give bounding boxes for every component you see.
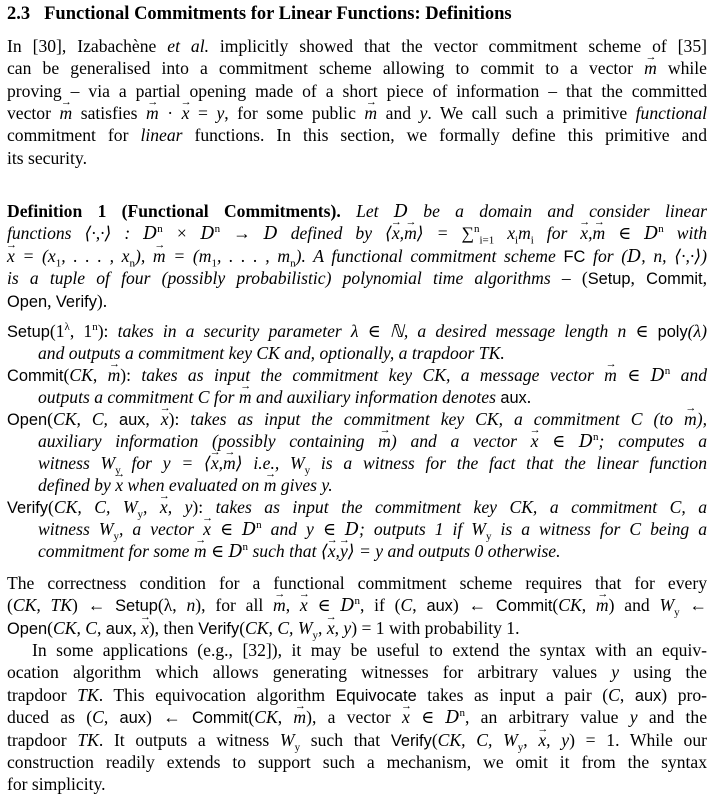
text-run: construction readily extends to support such a mechanism, we omit it from the syntax <box>7 752 707 772</box>
italic-text: ), <box>696 409 707 429</box>
text-line <box>7 320 707 343</box>
text-run: , <box>103 707 120 727</box>
vector-symbol: m → <box>596 594 609 616</box>
text-line <box>38 540 707 563</box>
algorithm-name: Verify <box>55 293 97 311</box>
superscript: n <box>658 223 664 236</box>
text-run: satisfies <box>72 103 146 123</box>
italic-text: ; computes a <box>598 431 708 451</box>
italic-text: ⟩ = y and outputs 0 otherwise. <box>347 541 561 561</box>
vector-symbol: m → <box>273 594 286 616</box>
text-line <box>7 408 707 431</box>
text-line <box>7 35 707 57</box>
italic-text: ), <box>134 246 153 266</box>
math-variable: TK <box>77 685 99 705</box>
italic-text: ) and a vector <box>390 431 531 451</box>
subscript: y <box>517 741 524 754</box>
italic-text: (λ) <box>687 321 707 341</box>
italic-text: × <box>162 223 201 243</box>
vector-symbol: x → <box>115 474 123 496</box>
vector-symbol: m → <box>404 222 417 244</box>
text-run: trapdoor <box>7 685 78 705</box>
text-line <box>7 751 707 773</box>
text-run: takes as input a pair ( <box>416 685 609 705</box>
algorithm-name: Open <box>7 620 48 638</box>
text-line <box>7 661 707 683</box>
algorithm-name: Open <box>7 411 48 429</box>
calligraphic-symbol: D <box>263 224 278 244</box>
math-variable: CK, C <box>52 618 97 638</box>
vector-symbol: x → <box>160 496 168 518</box>
italic-text: for y = ⟨ <box>120 453 211 473</box>
algorithm-name: aux <box>119 709 146 727</box>
algorithm-name: Setup <box>7 323 50 341</box>
text-run: , <box>132 618 142 638</box>
text-line <box>7 639 707 661</box>
text-run: , <box>702 268 707 288</box>
italic-text: ). A functional commitment scheme <box>295 246 564 266</box>
text-run: and <box>377 103 420 123</box>
math-variable: W <box>279 730 295 750</box>
text-run: , <box>92 365 108 385</box>
algorithm-name: aux <box>426 597 453 615</box>
text-run: ∈ <box>409 707 446 727</box>
text-run: . It outputs a witness <box>98 730 280 750</box>
text-run: . This equivocation algorithm <box>98 685 336 705</box>
text-run: ( <box>248 707 255 727</box>
math-variable: CK, TK <box>12 595 73 615</box>
text-run: , <box>47 291 56 311</box>
vector-symbol: x → <box>211 452 219 474</box>
vector-symbol: m → <box>239 386 252 408</box>
text-run: ) ← <box>72 595 116 615</box>
subscript: y <box>115 464 121 477</box>
superscript: n <box>664 365 671 378</box>
vector-symbol: m → <box>593 222 606 244</box>
vector-symbol: m → <box>153 245 166 267</box>
italic-text: ∈ <box>616 365 651 385</box>
superscript: n <box>157 223 163 236</box>
calligraphic-symbol: D <box>143 224 158 244</box>
subscript: y <box>304 464 311 477</box>
italic-text: m <box>518 223 531 243</box>
italic-text: et al. <box>167 36 209 56</box>
text-line <box>7 80 707 102</box>
text-run: = <box>189 103 217 123</box>
italic-text: commitment for some <box>38 541 194 561</box>
italic-text: and y ∈ <box>261 519 345 539</box>
text-run: such that <box>300 730 391 750</box>
math-variable: y <box>629 707 638 727</box>
math-variable: CK <box>69 365 93 385</box>
calligraphic-symbol: D <box>578 432 594 452</box>
algorithm-name: Verify <box>390 732 432 750</box>
text-run: , <box>96 618 106 638</box>
subscript: 1 <box>55 257 62 270</box>
math-variable: y <box>216 103 225 123</box>
math-variable: y <box>343 618 352 638</box>
italic-text: , a vector <box>118 519 204 539</box>
italic-text: ; outputs 1 if W <box>359 519 486 539</box>
vector-symbol: x → <box>327 617 335 639</box>
italic-text: takes as input the commitment key CK, a commitment C, a <box>215 497 707 517</box>
vector-symbol: m → <box>108 364 121 386</box>
italic-text: takes as input the commitment key CK, a commitment C (to <box>190 409 684 429</box>
text-run: ), for all <box>195 595 274 615</box>
italic-text: witness W <box>38 453 116 473</box>
text-run: In [30], Izabachène <box>7 36 168 56</box>
text-run: ): <box>97 321 118 341</box>
superscript: n <box>242 541 249 554</box>
text-run: ( <box>7 595 13 615</box>
text-line <box>7 222 707 245</box>
subscript: y <box>113 530 119 543</box>
text-run: , <box>334 618 344 638</box>
text-run: , <box>619 685 635 705</box>
algorithm-name: Equivocate <box>335 687 417 705</box>
text-run: ) = 1 with probability 1. <box>351 618 520 638</box>
text-run: , <box>412 595 427 615</box>
italic-text: , <box>399 223 405 243</box>
italic-text: ∈ <box>210 519 243 539</box>
math-variable: W <box>659 595 675 615</box>
italic-text: linear <box>140 125 183 145</box>
math-variable: C <box>608 685 620 705</box>
subscript: y <box>485 530 492 543</box>
italic-text: ∈ <box>605 223 645 243</box>
superscript: n <box>459 707 465 720</box>
algorithm-name: aux <box>500 389 527 407</box>
text-line <box>7 245 707 268</box>
italic-text: auxiliary information (possibly containing <box>38 431 379 451</box>
vector-symbol: x → <box>161 408 169 430</box>
algorithm-name: Setup <box>587 270 631 288</box>
text-run: ). <box>96 291 108 311</box>
math-variable: CK, C, <box>52 409 119 429</box>
vector-symbol: x → <box>402 706 410 728</box>
text-line <box>7 729 707 752</box>
text-run: its security. <box>7 148 87 168</box>
subscript: i <box>515 234 519 247</box>
text-run: , <box>546 730 562 750</box>
subscript: n <box>129 257 135 270</box>
vector-symbol: m → <box>604 364 617 386</box>
text-line <box>38 518 707 541</box>
text-run: ← <box>679 595 708 615</box>
math-variable: C <box>400 595 413 615</box>
text-line <box>7 267 707 290</box>
math-variable: CK, C, W <box>437 730 518 750</box>
text-run: ∈ <box>307 595 341 615</box>
algorithm-name: Setup <box>115 597 158 615</box>
italic-text: is a tuple of four (possibly probabilistic) polynomial time algorithms – <box>7 268 582 288</box>
text-line <box>7 147 707 169</box>
text-run: ), a vector <box>306 707 402 727</box>
superscript: n <box>354 595 360 608</box>
text-line <box>38 474 707 496</box>
text-run: , if ( <box>359 595 401 615</box>
text-run: · <box>158 103 182 123</box>
text-run: , <box>630 268 647 288</box>
vector-symbol: x → <box>538 729 546 751</box>
italic-text: ∈ <box>206 541 229 561</box>
text-run: ( <box>431 730 438 750</box>
text-line <box>7 290 707 313</box>
text-line <box>38 430 707 453</box>
text-run: and the <box>637 707 708 727</box>
italic-text: , . . . , m <box>216 246 291 266</box>
text-run: while <box>656 58 707 78</box>
vector-symbol: x → <box>7 245 15 267</box>
vector-symbol: x → <box>203 518 211 540</box>
italic-text: gives y. <box>276 475 333 495</box>
italic-text: , n, ⟨·,·⟩) <box>641 246 707 266</box>
text-line <box>7 773 707 795</box>
calligraphic-symbol: D <box>200 224 215 244</box>
text-run: duced as ( <box>7 707 93 727</box>
vector-symbol: x → <box>392 222 400 244</box>
text-run: ( <box>239 618 246 638</box>
text-run: can be generalised into a commitment scheme allowing to commit to a vector <box>7 58 645 78</box>
superscript: n <box>92 321 98 334</box>
text-run: ) and <box>608 595 660 615</box>
superscript: n <box>214 223 221 236</box>
text-run: vector <box>7 103 60 123</box>
vector-symbol: x → <box>328 540 336 562</box>
text-run: , <box>145 409 161 429</box>
math-variable: CK <box>254 707 278 727</box>
text-line <box>7 57 707 79</box>
italic-text: ∈ <box>538 431 579 451</box>
text-run: commitment for <box>7 125 141 145</box>
calligraphic-symbol: D <box>228 542 243 562</box>
subscript: y <box>674 606 680 619</box>
vector-symbol: m → <box>644 57 657 79</box>
section-heading <box>7 4 512 25</box>
math-variable: , y <box>167 497 193 517</box>
vector-symbol: y → <box>340 540 348 562</box>
text-line <box>38 452 707 477</box>
italic-text: Let <box>356 201 394 221</box>
vector-symbol: m → <box>293 706 306 728</box>
italic-text: functional <box>635 103 708 123</box>
text-run: functions. In this section, we formally define this primitive and <box>182 125 708 145</box>
text-run: ( <box>552 595 559 615</box>
vector-symbol: m → <box>684 408 697 430</box>
text-run: , an arbitrary value <box>464 707 630 727</box>
subscript: y <box>137 508 143 521</box>
calligraphic-symbol: D <box>644 224 659 244</box>
subscript: i <box>530 234 534 247</box>
text-run: , <box>285 595 300 615</box>
italic-text: x <box>494 223 516 243</box>
text-run: (λ, <box>157 595 187 615</box>
text-run: The correctness condition for a functional commitment scheme requires that for every <box>7 573 707 593</box>
italic-text: when evaluated on <box>123 475 264 495</box>
algorithm-name: Verify <box>7 499 48 517</box>
text-run: ocation algorithm which allows generating witnesses for arbitrary values <box>7 662 612 682</box>
superscript: λ <box>64 321 70 334</box>
text-line <box>7 364 707 387</box>
algorithm-name: Commit <box>495 597 553 615</box>
italic-text: ⟩ = ∑ <box>416 223 474 243</box>
text-run: trapdoor <box>7 730 78 750</box>
subscript: 1 <box>211 257 217 270</box>
italic-text: outputs a commitment C for <box>38 387 239 407</box>
subscript: y <box>294 741 301 754</box>
text-run: ( <box>63 365 70 385</box>
italic-text: → <box>220 223 264 243</box>
text-line <box>7 124 707 146</box>
text-run: for simplicity. <box>7 774 106 794</box>
text-line <box>7 594 707 617</box>
algorithm-name: Commit <box>7 367 64 385</box>
vector-symbol: m → <box>364 102 377 124</box>
subscript: y <box>312 629 319 642</box>
italic-text: , <box>218 453 224 473</box>
italic-text: and <box>670 365 708 385</box>
section-title: Functional Commitments for Linear Functions: Definitions <box>44 4 512 24</box>
algorithm-name: Commit <box>646 270 703 288</box>
calligraphic-symbol: D <box>393 202 408 222</box>
vector-symbol: m → <box>146 102 159 124</box>
math-variable: TK <box>77 730 99 750</box>
vector-symbol: m → <box>194 540 207 562</box>
vector-symbol: x → <box>300 594 308 616</box>
text-line <box>7 706 707 729</box>
superscript: n <box>473 223 480 236</box>
text-run: ( <box>47 618 53 638</box>
italic-text: , . . . , x <box>61 246 130 266</box>
algorithm-name: Open <box>7 293 48 311</box>
text-run: using the <box>619 662 707 682</box>
algorithm-name: FC <box>563 248 586 266</box>
math-variable: , <box>143 497 160 517</box>
algorithm-name: Commit <box>191 709 249 727</box>
calligraphic-symbol: D <box>344 520 360 540</box>
text-run: ): <box>192 497 216 517</box>
text-run: . We call such a primitive <box>427 103 636 123</box>
vector-symbol: m → <box>378 430 391 452</box>
italic-text: such that ⟨ <box>248 541 328 561</box>
italic-text: is a witness for the fact that the linear function <box>310 453 707 473</box>
text-line <box>7 617 707 640</box>
algorithm-name: aux <box>105 620 133 638</box>
italic-text: for <box>533 223 581 243</box>
text-line <box>7 684 707 707</box>
text-run: , <box>277 707 294 727</box>
text-run: ) ← <box>452 595 496 615</box>
italic-text: defined by ⟨ <box>277 223 392 243</box>
text-run: , <box>581 595 596 615</box>
italic-text: for ( <box>585 246 628 266</box>
italic-text: , <box>588 223 593 243</box>
math-variable: CK, C, W <box>245 618 313 638</box>
italic-text: takes in a security parameter λ ∈ ℕ, a desired message length n ∈ <box>117 321 658 341</box>
calligraphic-symbol: D <box>242 520 257 540</box>
math-variable: n <box>186 595 196 615</box>
text-run: ) = 1. While our <box>569 730 708 750</box>
vector-symbol: x → <box>141 617 149 639</box>
text-run: ): <box>120 365 142 385</box>
superscript: n <box>256 519 262 532</box>
vector-symbol: x → <box>580 222 588 244</box>
text-run: ): <box>168 409 191 429</box>
subscript: i=1 <box>479 234 495 247</box>
text-run: ( <box>47 409 53 429</box>
text-run: ), then <box>148 618 199 638</box>
italic-text: defined by <box>38 475 116 495</box>
vector-symbol: m → <box>60 102 73 124</box>
italic-text: takes as input the commitment key CK, a message vector <box>141 365 605 385</box>
algorithm-name: Verify <box>198 620 240 638</box>
italic-text: witness W <box>38 519 114 539</box>
algorithm-name: aux <box>634 687 662 705</box>
vector-symbol: x → <box>182 102 190 124</box>
vector-symbol: m → <box>264 474 277 496</box>
text-run: , <box>523 730 539 750</box>
bold-text: Definition 1 (Functional Commitments). <box>7 201 357 221</box>
vector-symbol: x → <box>531 430 539 452</box>
text-run: ( <box>581 268 588 288</box>
text-run: , <box>318 618 327 638</box>
italic-text: = (m <box>165 246 212 266</box>
italic-text: and auxiliary information denotes <box>251 387 501 407</box>
math-variable: C <box>92 707 104 727</box>
math-variable: CK <box>558 595 582 615</box>
calligraphic-symbol: D <box>340 596 355 616</box>
text-run: ( <box>48 497 54 517</box>
subscript: n <box>290 257 296 270</box>
text-run: In some applications (e.g., [32]), it may be useful to extend the syntax with an equiv- <box>32 640 707 660</box>
italic-text: with <box>663 223 708 243</box>
math-variable: y <box>419 103 428 123</box>
text-run: ) pro- <box>661 685 708 705</box>
calligraphic-symbol: D <box>445 708 460 728</box>
text-line <box>7 496 707 519</box>
text-run: . <box>526 387 532 407</box>
italic-text: is a witness for C being a <box>491 519 707 539</box>
text-line <box>38 386 707 409</box>
math-variable: CK, C, W <box>53 497 138 517</box>
math-variable: y <box>611 662 620 682</box>
algorithm-name: aux <box>118 411 146 429</box>
italic-text: be a domain and consider linear <box>407 201 707 221</box>
italic-text: = (x <box>14 246 56 266</box>
text-run: proving – via a partial opening made of a short piece of information – that the committed <box>7 81 707 101</box>
math-variable: y <box>561 730 570 750</box>
text-line <box>7 102 707 124</box>
italic-text: and outputs a commitment key CK and, optionally, a trapdoor TK. <box>38 343 505 363</box>
vector-symbol: m → <box>223 452 236 474</box>
calligraphic-symbol: D <box>627 247 642 267</box>
text-run: , 1 <box>69 321 93 341</box>
italic-text: functions ⟨·,·⟩ : <box>7 223 144 243</box>
italic-text: , <box>335 541 340 561</box>
text-run: (1 <box>49 321 65 341</box>
calligraphic-symbol: D <box>650 366 665 386</box>
italic-text: ⟩ i.e., W <box>235 453 305 473</box>
section-number: 2.3 <box>7 4 31 24</box>
superscript: n <box>593 431 599 444</box>
text-run: ) ← <box>145 707 192 727</box>
algorithm-name: poly <box>657 323 688 341</box>
text-run: implicitly showed that the vector commitment scheme of [35] <box>208 36 707 56</box>
text-run: , for some public <box>224 103 365 123</box>
